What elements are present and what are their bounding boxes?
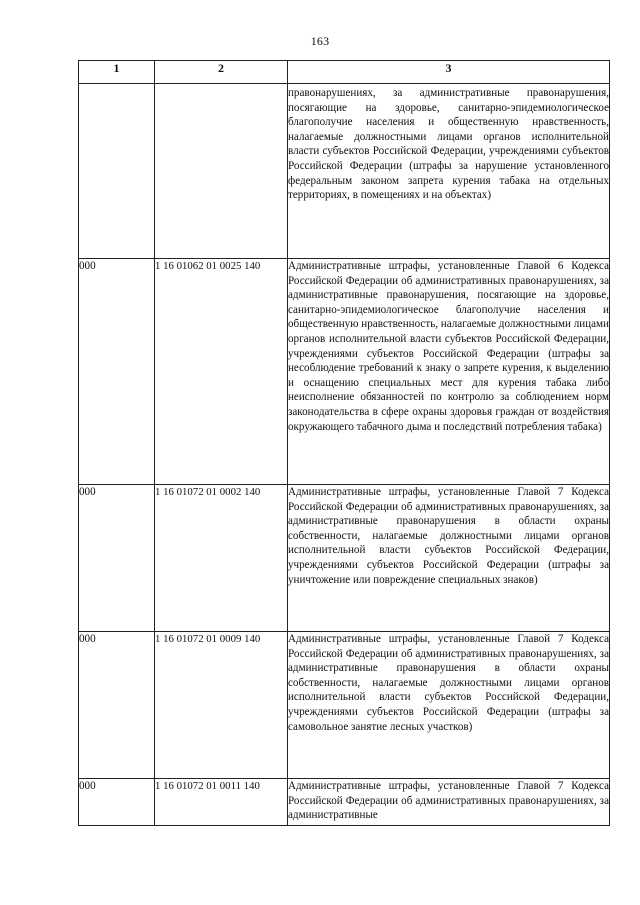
admin-code-cell: 000 bbox=[79, 259, 155, 485]
description-cell: правонарушениях, за административные правонарушения, посягающие на здоровье, санитарно-эпидемиологическое благополучие населения и общественную нравственность, налагаемые должностными лицами органов исполнительной власти субъектов Российской Федерации, учреждениями субъектов Российской Федерации (штрафы за нарушение установленного федеральным законом запрета курения табака на отдельных территориях, в помещениях и на объектах) bbox=[288, 84, 610, 259]
kbk-code-cell: 1 16 01072 01 0009 140 bbox=[155, 632, 288, 779]
admin-code-cell: 000 bbox=[79, 779, 155, 826]
table-row bbox=[79, 632, 610, 779]
page-number: 163 bbox=[310, 34, 330, 48]
kbk-code-cell: 1 16 01062 01 0025 140 bbox=[155, 259, 288, 485]
budget-classification-table bbox=[78, 60, 610, 826]
column-header-1: 1 bbox=[79, 61, 155, 84]
table-row bbox=[79, 84, 610, 259]
table-row bbox=[79, 779, 610, 826]
table-row bbox=[79, 259, 610, 485]
kbk-code-cell bbox=[155, 84, 288, 259]
kbk-code-cell: 1 16 01072 01 0002 140 bbox=[155, 485, 288, 632]
kbk-code-cell: 1 16 01072 01 0011 140 bbox=[155, 779, 288, 826]
admin-code-cell: 000 bbox=[79, 632, 155, 779]
description-cell: Административные штрафы, установленные Главой 7 Кодекса Российской Федерации об административных правонарушениях, за административные bbox=[288, 779, 610, 826]
column-header-2: 2 bbox=[155, 61, 288, 84]
column-header-3: 3 bbox=[288, 61, 610, 84]
table-header-row bbox=[79, 61, 610, 84]
description-cell: Административные штрафы, установленные Главой 7 Кодекса Российской Федерации об административных правонарушениях, за административные правонарушения в области охраны собственности, налагаемые должностными лицами органов исполнительной власти субъектов Российской Федерации, учреждениями субъектов Российской Федерации (штрафы за самовольное занятие лесных участков) bbox=[288, 632, 610, 779]
description-cell: Административные штрафы, установленные Главой 7 Кодекса Российской Федерации об административных правонарушениях, за административные правонарушения в области охраны собственности, налагаемые должностными лицами органов исполнительной власти субъектов Российской Федерации, учреждениями субъектов Российской Федерации (штрафы за уничтожение или повреждение специальных знаков) bbox=[288, 485, 610, 632]
description-cell: Административные штрафы, установленные Главой 6 Кодекса Российской Федерации об административных правонарушениях, за административные правонарушения, посягающие на здоровье, санитарно-эпидемиологическое благополучие населения и общественную нравственность, налагаемые должностными лицами органов исполнительной власти субъектов Российской Федерации, учреждениями субъектов Российской Федерации (штрафы за несоблюдение требований к знаку о запрете курения, к выделению и оснащению специальных мест для курения табака либо неисполнение обязанностей по контролю за соблюдением норм законодательства в сфере охраны здоровья граждан от воздействия окружающего табачного дыма и последствий потребления табака) bbox=[288, 259, 610, 485]
admin-code-cell: 000 bbox=[79, 485, 155, 632]
admin-code-cell bbox=[79, 84, 155, 259]
table-row bbox=[79, 485, 610, 632]
